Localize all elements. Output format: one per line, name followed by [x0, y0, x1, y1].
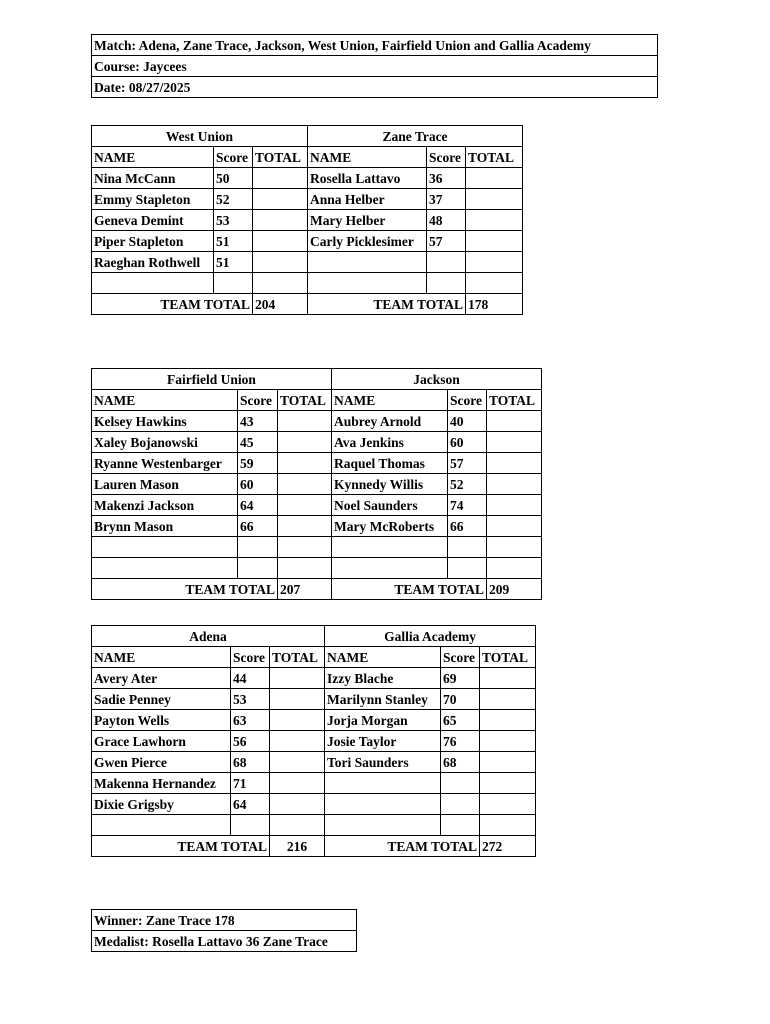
team-total-label: TEAM TOTAL	[92, 294, 253, 315]
player-total	[253, 210, 308, 231]
player-total	[278, 432, 332, 453]
player-total	[270, 773, 325, 794]
player-name: Rosella Lattavo	[308, 168, 427, 189]
player-name: Nina McCann	[92, 168, 214, 189]
team-total-adena: 216	[270, 836, 325, 857]
name-header: NAME	[92, 647, 231, 668]
player-name	[325, 794, 441, 815]
player-score: 52	[214, 189, 253, 210]
player-total	[487, 453, 542, 474]
player-name: Josie Taylor	[325, 731, 441, 752]
player-name: Payton Wells	[92, 710, 231, 731]
table-row	[92, 516, 542, 537]
team-total-label: TEAM TOTAL	[308, 294, 466, 315]
empty-cell	[238, 558, 278, 579]
player-total	[270, 731, 325, 752]
player-total	[270, 689, 325, 710]
score-header: Score	[441, 647, 480, 668]
player-total	[487, 411, 542, 432]
table-row	[92, 668, 536, 689]
player-name: Avery Ater	[92, 668, 231, 689]
player-name: Marilynn Stanley	[325, 689, 441, 710]
player-score: 64	[231, 794, 270, 815]
player-name: Mary Helber	[308, 210, 427, 231]
table-row	[92, 189, 523, 210]
table-row	[92, 558, 542, 579]
course-name: Course: Jaycees	[92, 56, 658, 77]
player-score	[441, 794, 480, 815]
player-name: Lauren Mason	[92, 474, 238, 495]
player-score: 64	[238, 495, 278, 516]
table-row	[92, 168, 523, 189]
player-name: Geneva Demint	[92, 210, 214, 231]
player-total	[480, 668, 536, 689]
player-name: Kynnedy Willis	[332, 474, 448, 495]
table-row	[92, 411, 542, 432]
score-header: Score	[448, 390, 487, 411]
empty-cell	[278, 537, 332, 558]
player-score: 43	[238, 411, 278, 432]
player-score: 65	[441, 710, 480, 731]
player-total	[278, 495, 332, 516]
player-name: Makenna Hernandez	[92, 773, 231, 794]
player-score: 76	[441, 731, 480, 752]
player-total	[253, 168, 308, 189]
total-header: TOTAL	[253, 147, 308, 168]
player-name: Izzy Blache	[325, 668, 441, 689]
player-score: 53	[231, 689, 270, 710]
player-total	[270, 752, 325, 773]
team-total-jackson: 209	[487, 579, 542, 600]
player-name: Emmy Stapleton	[92, 189, 214, 210]
total-header: TOTAL	[487, 390, 542, 411]
empty-cell	[441, 815, 480, 836]
player-total	[487, 495, 542, 516]
player-name: Noel Saunders	[332, 495, 448, 516]
player-total	[480, 731, 536, 752]
table-row	[92, 474, 542, 495]
empty-cell	[270, 815, 325, 836]
team-total-row	[92, 294, 523, 315]
team-total-fairfield-union: 207	[278, 579, 332, 600]
team-title-west-union: West Union	[92, 126, 308, 147]
player-name: Makenzi Jackson	[92, 495, 238, 516]
player-total	[270, 668, 325, 689]
empty-cell	[480, 815, 536, 836]
match-header	[91, 34, 658, 98]
table-row	[92, 432, 542, 453]
empty-cell	[466, 273, 523, 294]
empty-cell	[448, 537, 487, 558]
player-name: Sadie Penney	[92, 689, 231, 710]
empty-cell	[308, 273, 427, 294]
empty-cell	[487, 558, 542, 579]
player-total	[253, 231, 308, 252]
player-score: 53	[214, 210, 253, 231]
player-name: Gwen Pierce	[92, 752, 231, 773]
team-total-west-union: 204	[253, 294, 308, 315]
player-score: 52	[448, 474, 487, 495]
results-summary	[91, 909, 357, 952]
team-title-adena: Adena	[92, 626, 325, 647]
player-score	[441, 773, 480, 794]
player-total	[278, 516, 332, 537]
empty-cell	[487, 537, 542, 558]
winner: Winner: Zane Trace 178	[92, 910, 357, 931]
player-score: 57	[448, 453, 487, 474]
team-total-zane-trace: 178	[466, 294, 523, 315]
player-score: 37	[427, 189, 466, 210]
player-total	[466, 189, 523, 210]
player-score: 70	[441, 689, 480, 710]
team-total-label: TEAM TOTAL	[325, 836, 480, 857]
player-score: 57	[427, 231, 466, 252]
player-total	[487, 516, 542, 537]
player-score: 66	[448, 516, 487, 537]
player-name	[308, 252, 427, 273]
player-name: Piper Stapleton	[92, 231, 214, 252]
player-score: 44	[231, 668, 270, 689]
player-name: Mary McRoberts	[332, 516, 448, 537]
total-header: TOTAL	[270, 647, 325, 668]
score-header: Score	[214, 147, 253, 168]
player-total	[480, 689, 536, 710]
team-total-label: TEAM TOTAL	[332, 579, 487, 600]
empty-cell	[238, 537, 278, 558]
player-score: 56	[231, 731, 270, 752]
player-score: 60	[238, 474, 278, 495]
score-header: Score	[231, 647, 270, 668]
player-score: 66	[238, 516, 278, 537]
player-total	[466, 231, 523, 252]
player-total	[487, 474, 542, 495]
player-total	[278, 453, 332, 474]
table-row	[92, 231, 523, 252]
empty-cell	[92, 558, 238, 579]
score-header: Score	[427, 147, 466, 168]
player-score: 69	[441, 668, 480, 689]
name-header: NAME	[92, 147, 214, 168]
player-total	[270, 794, 325, 815]
name-header: NAME	[92, 390, 238, 411]
player-name: Jorja Morgan	[325, 710, 441, 731]
player-total	[480, 794, 536, 815]
table-row	[92, 495, 542, 516]
empty-cell	[92, 815, 231, 836]
player-score: 74	[448, 495, 487, 516]
match-date: Date: 08/27/2025	[92, 77, 658, 98]
empty-cell	[332, 537, 448, 558]
player-total	[466, 168, 523, 189]
score-header: Score	[238, 390, 278, 411]
table-row	[92, 710, 536, 731]
table-row	[92, 689, 536, 710]
empty-cell	[325, 815, 441, 836]
empty-cell	[332, 558, 448, 579]
player-score: 71	[231, 773, 270, 794]
table-row	[92, 794, 536, 815]
player-name: Carly Picklesimer	[308, 231, 427, 252]
player-name: Ryanne Westenbarger	[92, 453, 238, 474]
player-score: 68	[231, 752, 270, 773]
table-west-union-zane-trace	[91, 125, 523, 315]
table-row	[92, 773, 536, 794]
player-total	[480, 752, 536, 773]
team-title-zane-trace: Zane Trace	[308, 126, 523, 147]
empty-cell	[231, 815, 270, 836]
player-score: 48	[427, 210, 466, 231]
player-score: 51	[214, 252, 253, 273]
player-total	[278, 474, 332, 495]
player-name: Dixie Grigsby	[92, 794, 231, 815]
player-score: 51	[214, 231, 253, 252]
table-adena-gallia-academy	[91, 625, 536, 857]
player-score	[427, 252, 466, 273]
total-header: TOTAL	[480, 647, 536, 668]
player-score: 63	[231, 710, 270, 731]
player-score: 45	[238, 432, 278, 453]
player-score: 68	[441, 752, 480, 773]
player-score: 36	[427, 168, 466, 189]
team-total-row	[92, 579, 542, 600]
player-name: Kelsey Hawkins	[92, 411, 238, 432]
table-row	[92, 537, 542, 558]
player-name: Ava Jenkins	[332, 432, 448, 453]
player-name: Raeghan Rothwell	[92, 252, 214, 273]
name-header: NAME	[325, 647, 441, 668]
table-row	[92, 453, 542, 474]
table-row	[92, 731, 536, 752]
player-total	[466, 252, 523, 273]
player-total	[480, 773, 536, 794]
table-row	[92, 273, 523, 294]
player-total	[278, 411, 332, 432]
team-title-fairfield-union: Fairfield Union	[92, 369, 332, 390]
player-total	[487, 432, 542, 453]
name-header: NAME	[308, 147, 427, 168]
player-name: Raquel Thomas	[332, 453, 448, 474]
match-teams: Match: Adena, Zane Trace, Jackson, West Union, Fairfield Union and Gallia Academy	[92, 35, 658, 56]
team-total-gallia-academy: 272	[480, 836, 536, 857]
table-fairfield-union-jackson	[91, 368, 542, 600]
player-name: Grace Lawhorn	[92, 731, 231, 752]
player-total	[253, 189, 308, 210]
player-total	[480, 710, 536, 731]
team-total-label: TEAM TOTAL	[92, 836, 270, 857]
name-header: NAME	[332, 390, 448, 411]
table-row	[92, 752, 536, 773]
player-score: 50	[214, 168, 253, 189]
player-score: 59	[238, 453, 278, 474]
table-row	[92, 210, 523, 231]
player-score: 60	[448, 432, 487, 453]
table-row	[92, 252, 523, 273]
player-name: Aubrey Arnold	[332, 411, 448, 432]
player-total	[270, 710, 325, 731]
player-name: Anna Helber	[308, 189, 427, 210]
empty-cell	[214, 273, 253, 294]
empty-cell	[448, 558, 487, 579]
player-total	[253, 252, 308, 273]
team-total-label: TEAM TOTAL	[92, 579, 278, 600]
player-name: Tori Saunders	[325, 752, 441, 773]
total-header: TOTAL	[278, 390, 332, 411]
team-total-row	[92, 836, 536, 857]
empty-cell	[278, 558, 332, 579]
empty-cell	[92, 537, 238, 558]
player-total	[466, 210, 523, 231]
team-title-jackson: Jackson	[332, 369, 542, 390]
player-name: Xaley Bojanowski	[92, 432, 238, 453]
total-header: TOTAL	[466, 147, 523, 168]
player-name: Brynn Mason	[92, 516, 238, 537]
player-score: 40	[448, 411, 487, 432]
table-row	[92, 815, 536, 836]
medalist: Medalist: Rosella Lattavo 36 Zane Trace	[92, 931, 357, 952]
team-title-gallia-academy: Gallia Academy	[325, 626, 536, 647]
empty-cell	[427, 273, 466, 294]
empty-cell	[253, 273, 308, 294]
player-name	[325, 773, 441, 794]
empty-cell	[92, 273, 214, 294]
